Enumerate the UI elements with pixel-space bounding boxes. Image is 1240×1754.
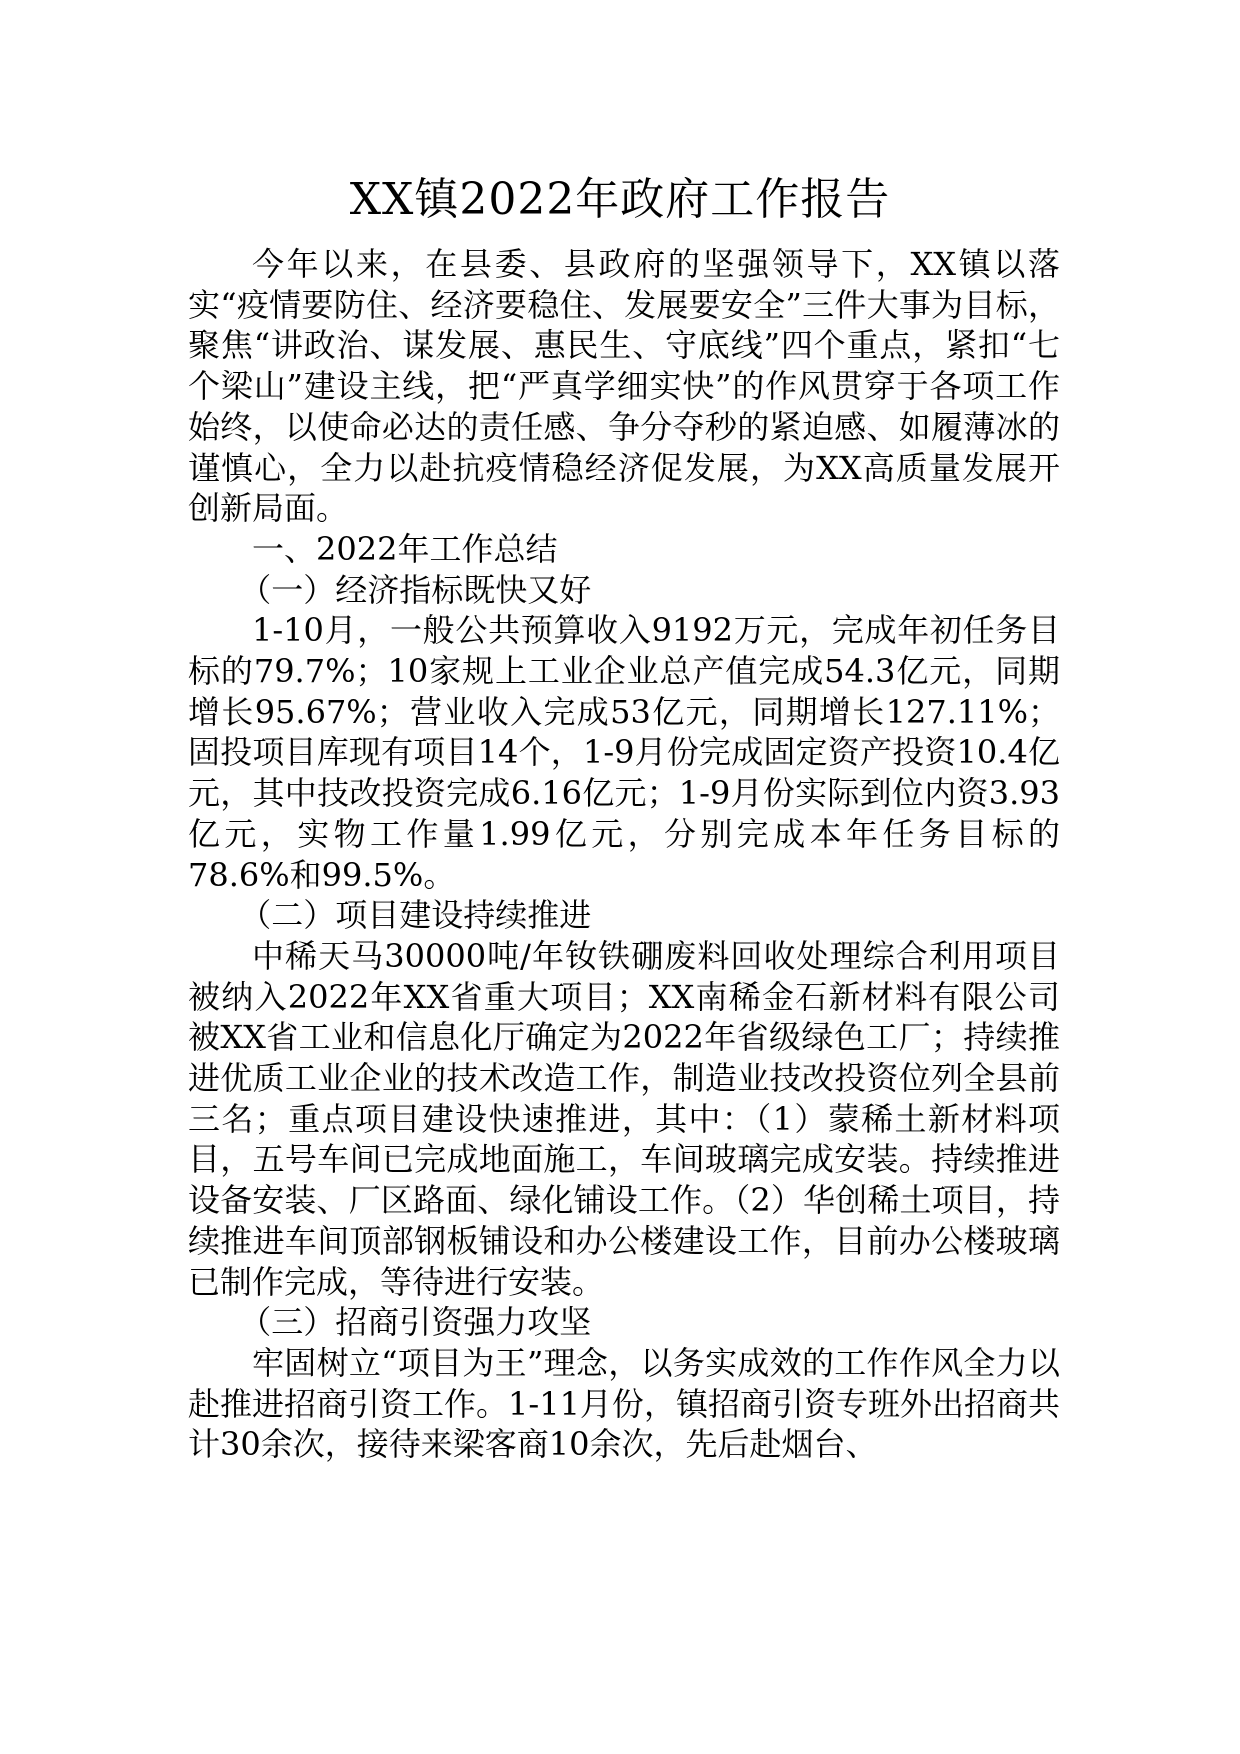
investment-paragraph: 牢固树立“项目为王”理念，以务实成效的工作作风全力以赴推进招商引资工作。1-11月份，镇招商引资专班外出招商共计30余次，接待来梁客商10余次，先后赴烟台、: [188, 1343, 1060, 1464]
document-title: XX镇2022年政府工作报告: [349, 174, 891, 225]
section-heading-summary: 一、2022年工作总结: [252, 529, 558, 568]
document-body: [188, 244, 1060, 1465]
subsection-heading-economy: （一）经济指标既快又好: [239, 570, 592, 609]
projects-paragraph: 中稀天马30000吨/年钕铁硼废料回收处理综合利用项目被纳入2022年XX省重大项目；XX南稀金石新材料有限公司被XX省工业和信息化厅确定为2022年省级绿色工厂；持续推进优质工业企业的技术改造工作，制造业技改投资位列全县前三名；重点项目建设快速推进，其中：（1）蒙稀土新材料项目，五号车间已完成地面施工，车间玻璃完成安装。持续推进设备安装、厂区路面、绿化铺设工作。（2）华创稀土项目，持续推进车间顶部钢板铺设和办公楼建设工作，目前办公楼玻璃已制作完成，等待进行安装。: [188, 936, 1060, 1301]
economy-paragraph: 1-10月，一般公共预算收入9192万元，完成年初任务目标的79.7%；10家规上工业企业总产值完成54.3亿元，同期增长95.67%；营业收入完成53亿元，同期增长127.11%；固投项目库现有项目14个，1-9月份完成固定资产投资10.4亿元，其中技改投资完成6.16亿元；1-9月份实际到位内资3.93亿元，实物工作量1.99亿元，分别完成本年任务目标的78.6%和99.5%。: [188, 611, 1060, 894]
subsection-heading-projects: （二）项目建设持续推进: [239, 896, 592, 935]
subsection-heading-investment: （三）招商引资强力攻坚: [239, 1303, 592, 1342]
intro-paragraph: 今年以来，在县委、县政府的坚强领导下，XX镇以落实“疫情要防住、经济要稳住、发展要安全”三件大事为目标，聚焦“讲政治、谋发展、惠民生、守底线”四个重点，紧扣“七个梁山”建设主线，把“严真学细实快”的作风贯穿于各项工作始终，以使命必达的责任感、争分夺秒的紧迫感、如履薄冰的谨慎心，全力以赴抗疫情稳经济促发展，为XX高质量发展开创新局面。: [188, 245, 1060, 528]
